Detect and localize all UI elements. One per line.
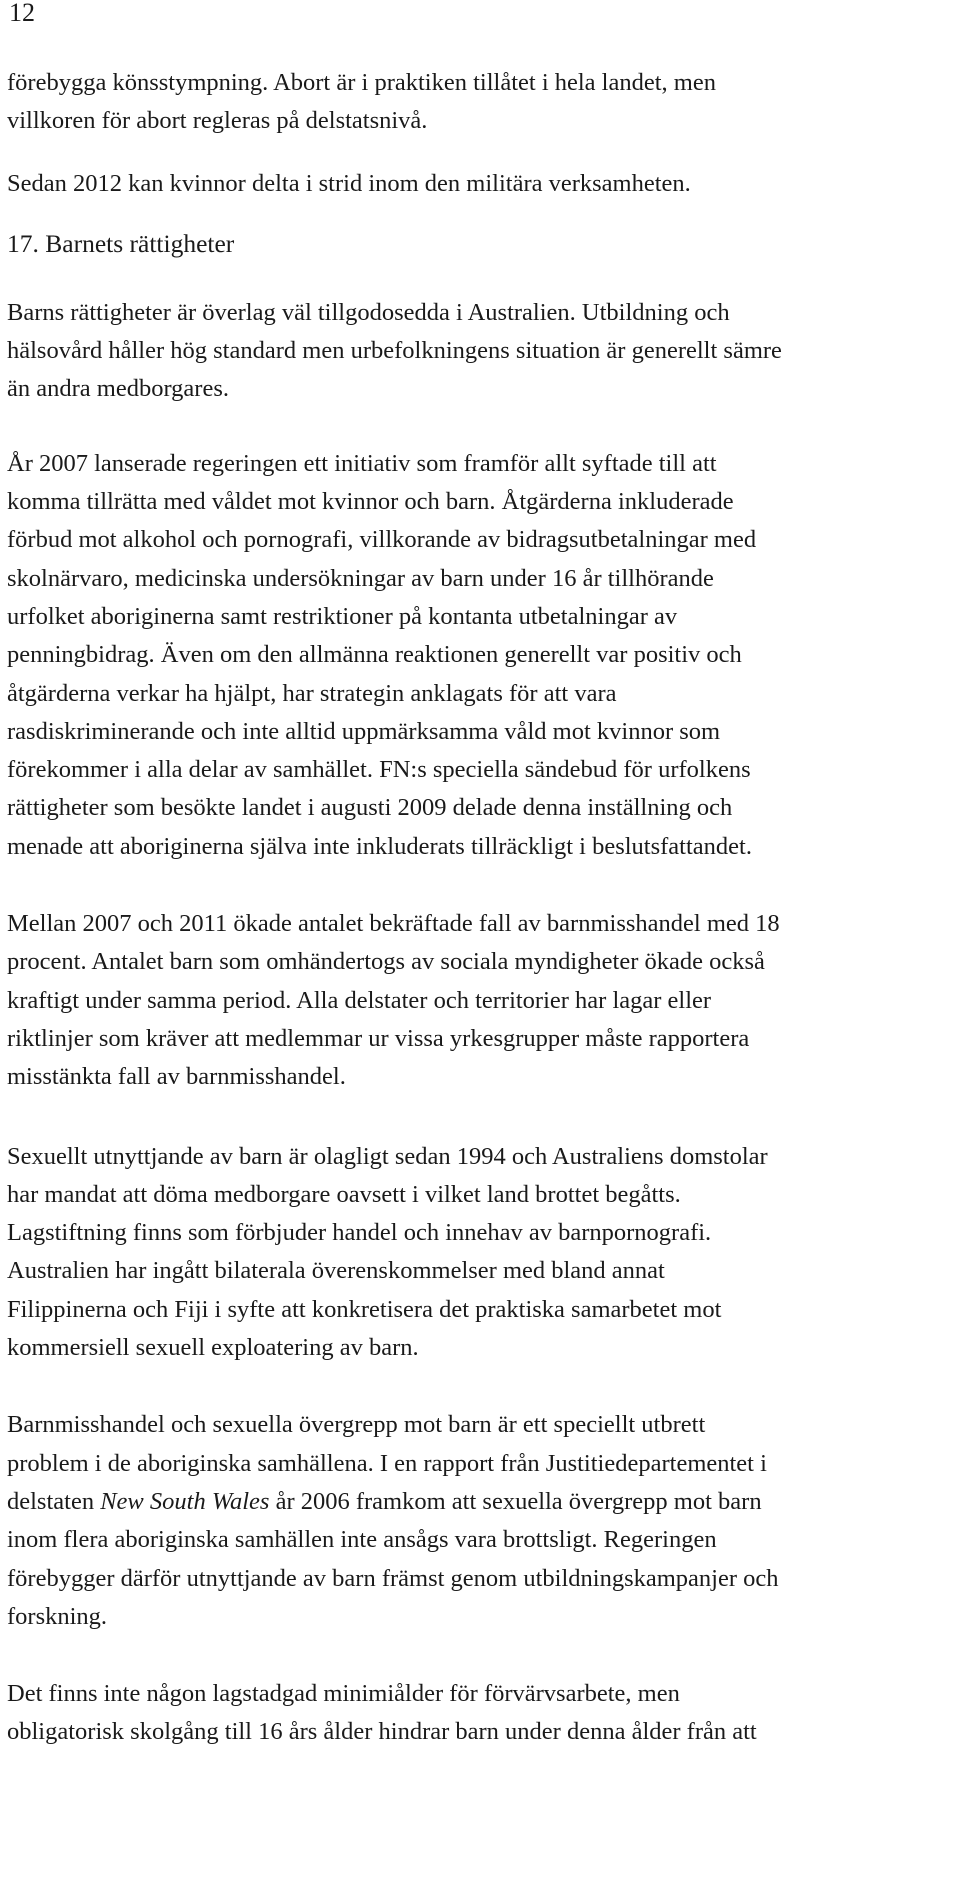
text-line: Barns rättigheter är överlag väl tillgodosedda i Australien. Utbildning och (7, 298, 730, 326)
text-line-with-emphasis (7, 1483, 957, 1521)
text-line: urfolket aboriginerna samt restriktioner på kontanta utbetalningar av (7, 602, 678, 630)
text-segment: år 2006 framkom att sexuella övergrepp mot barn (269, 1487, 762, 1515)
text-line: förekommer i alla delar av samhället. FN:s speciella sändebud för urfolkens (7, 756, 751, 784)
text-line: rättigheter som besökte landet i augusti 2009 delade denna inställning och (7, 794, 733, 822)
text-line: Sexuellt utnyttjande av barn är olagligt sedan 1994 och Australiens domstolar (7, 1142, 768, 1170)
text-line: förbud mot alkohol och pornografi, villkorande av bidragsutbetalningar med (7, 526, 757, 554)
text-line: forskning. (7, 1602, 108, 1630)
text-line: Barnmisshandel och sexuella övergrepp mot barn är ett speciellt utbrett (7, 1411, 706, 1439)
text-line: Filippinerna och Fiji i syfte att konkretisera det praktiska samarbetet mot (7, 1295, 722, 1323)
page-number: 12 (9, 0, 35, 27)
text-line: Mellan 2007 och 2011 ökade antalet bekräftade fall av barnmisshandel med 18 (7, 910, 780, 938)
text-line: Australien har ingått bilaterala överenskommelser med bland annat (7, 1257, 665, 1285)
text-line: inom flera aboriginska samhällen inte ansågs vara brottsligt. Regeringen (7, 1526, 717, 1554)
page-body (7, 64, 957, 1752)
text-line: har mandat att döma medborgare oavsett i vilket land brottet begåtts. (7, 1180, 681, 1208)
italic-place-name: New South Wales (100, 1487, 270, 1515)
text-line: förebygger därför utnyttjande av barn främst genom utbildningskampanjer och (7, 1564, 779, 1592)
text-line: åtgärderna verkar ha hjälpt, har strategin anklagats för att vara (7, 679, 617, 707)
paragraph-child-rights-overview (7, 294, 957, 409)
paragraph-aboriginal-communities (7, 1406, 957, 1636)
text-line: År 2007 lanserade regeringen ett initiativ som framför allt syftade till att (7, 449, 717, 477)
paragraph-women-military (7, 165, 957, 203)
text-line: villkoren för abort regleras på delstatsnivå. (7, 107, 428, 135)
text-line: misstänkta fall av barnmisshandel. (7, 1063, 346, 1091)
text-line: Det finns inte någon lagstadgad minimiålder för förvärvsarbete, men (7, 1680, 680, 1708)
text-line: förebygga könsstympning. Abort är i praktiken tillåtet i hela landet, men (7, 69, 716, 96)
text-line: skolnärvaro, medicinska undersökningar av barn under 16 år tillhörande (7, 564, 714, 592)
text-line: menade att aboriginerna själva inte inkluderats tillräckligt i beslutsfattandet. (7, 832, 752, 860)
text-line: än andra medborgares. (7, 375, 229, 403)
text-line: kraftigt under samma period. Alla delstater och territorier har lagar eller (7, 986, 712, 1014)
text-line: hälsovård håller hög standard men urbefolkningens situation är generellt sämre (7, 337, 782, 365)
text-line: riktlinjer som kräver att medlemmar ur vissa yrkesgrupper måste rapportera (7, 1024, 750, 1052)
text-line: obligatorisk skolgång till 16 års ålder hindrar barn under denna ålder från att (7, 1718, 757, 1746)
text-line: Sedan 2012 kan kvinnor delta i strid inom den militära verksamheten. (7, 169, 691, 197)
paragraph-child-labour (7, 1675, 957, 1752)
text-line: komma tillrätta med våldet mot kvinnor och barn. Åtgärderna inkluderade (7, 488, 734, 516)
paragraph-child-abuse-statistics (7, 905, 957, 1096)
paragraph-abortion-policy (7, 64, 957, 141)
section-heading: 17. Barnets rättigheter (7, 228, 235, 258)
text-segment: delstaten (7, 1487, 101, 1515)
text-line: procent. Antalet barn som omhändertogs av sociala myndigheter ökade också (7, 948, 765, 976)
paragraph-2007-initiative (7, 445, 957, 866)
text-line: Lagstiftning finns som förbjuder handel och innehav av barnpornografi. (7, 1219, 712, 1247)
text-line: penningbidrag. Även om den allmänna reaktionen generellt var positiv och (7, 641, 742, 669)
text-line: kommersiell sexuell exploatering av barn. (7, 1334, 419, 1362)
text-line: rasdiskriminerande och inte alltid uppmärksamma våld mot kvinnor som (7, 717, 721, 745)
text-line: problem i de aboriginska samhällena. I en rapport från Justitiedepartementet i (7, 1449, 767, 1477)
paragraph-sexual-exploitation-law (7, 1138, 957, 1368)
